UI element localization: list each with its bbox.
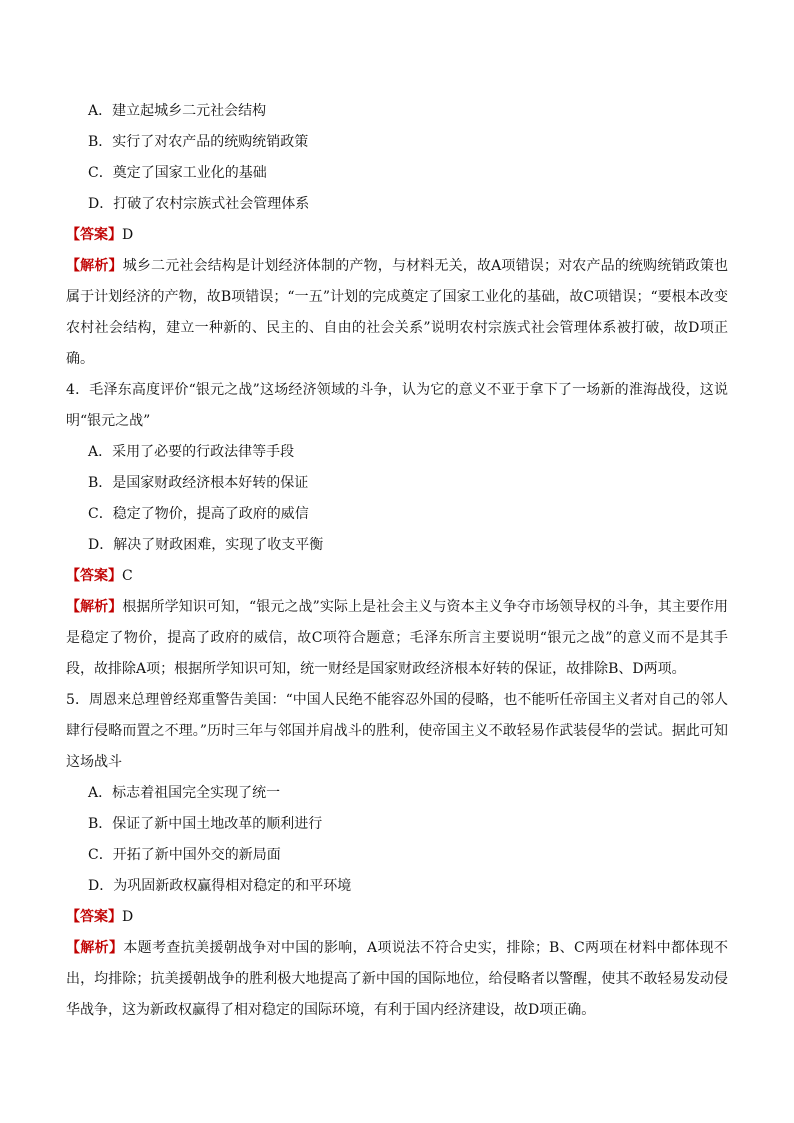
question-3-options [66,96,728,220]
option-a: A．建立起城乡二元社会结构 [88,103,267,119]
question-4-stem: 4．毛泽东高度评价“银元之战”这场经济领域的斗争，认为它的意义不亚于拿下了一场新的淮海战役，这说明“银元之战” [66,382,728,429]
answer-value: D [122,227,134,243]
answer-tag: 【答案】 [66,909,122,925]
analysis-text: 根据所学知识可知，“银元之战”实际上是社会主义与资本主义争夺市场领导权的斗争，其主要作用是稳定了物价，提高了政府的威信，故C项符合题意；毛泽东所言主要说明“银元之战”的意义而不是其手段，故排除A项；根据所学知识可知，统一财经是国家财政经济根本好转的保证，故排除B、D两项。 [66,599,729,677]
answer-4 [66,561,728,592]
answer-tag: 【答案】 [66,568,122,584]
document-page [66,96,728,1026]
option-d: D．打破了农村宗族式社会管理体系 [88,196,310,212]
analysis-text: 本题考查抗美援朝战争对中国的影响，A项说法不符合史实，排除；B、C两项在材料中都体现不出，均排除；抗美援朝战争的胜利极大地提高了新中国的国际地位，给侵略者以警醒，使其不敢轻易发动侵华战争，这为新政权赢得了相对稳定的国际环境，有利于国内经济建设，故D项正确。 [66,940,729,1018]
option-c: C．稳定了物价，提高了政府的威信 [88,506,309,522]
analysis-tag: 【解析】 [66,258,123,274]
question-5-stem: 5．周恩来总理曾经郑重警告美国：“中国人民绝不能容忍外国的侵略，也不能听任帝国主义者对自己的邻人肆行侵略而置之不理。”历时三年与邻国并肩战斗的胜利，使帝国主义不敢轻易作武装侵华的尝试。据此可知这场战斗 [66,692,728,770]
answer-value: C [122,568,133,584]
option-b: B．是国家财政经济根本好转的保证 [88,475,309,491]
option-a: A．采用了必要的行政法律等手段 [88,444,295,460]
analysis-3 [66,251,728,375]
analysis-5 [66,933,728,1026]
analysis-text: 城乡二元社会结构是计划经济体制的产物，与材料无关，故A项错误；对农产品的统购统销政策也属于计划经济的产物，故B项错误；“一五”计划的完成奠定了国家工业化的基础，故C项错误；“要根本改变农村社会结构，建立一种新的、民主的、自由的社会关系”说明农村宗族式社会管理体系被打破，故D项正确。 [66,258,728,367]
question-5-options [66,778,728,902]
option-d: D．解决了财政困难，实现了收支平衡 [88,537,324,553]
analysis-4 [66,592,728,685]
option-b: B．保证了新中国土地改革的顺利进行 [88,816,323,832]
answer-value: D [122,909,134,925]
analysis-tag: 【解析】 [66,599,123,615]
option-b: B．实行了对农产品的统购统销政策 [88,134,309,150]
answer-3 [66,220,728,251]
option-a: A．标志着祖国完全实现了统一 [88,785,281,801]
option-c: C．奠定了国家工业化的基础 [88,165,267,181]
question-4-options [66,437,728,561]
analysis-tag: 【解析】 [66,940,124,956]
answer-5 [66,902,728,933]
option-d: D．为巩固新政权赢得相对稳定的和平环境 [88,878,352,894]
answer-tag: 【答案】 [66,227,122,243]
option-c: C．开拓了新中国外交的新局面 [88,847,281,863]
